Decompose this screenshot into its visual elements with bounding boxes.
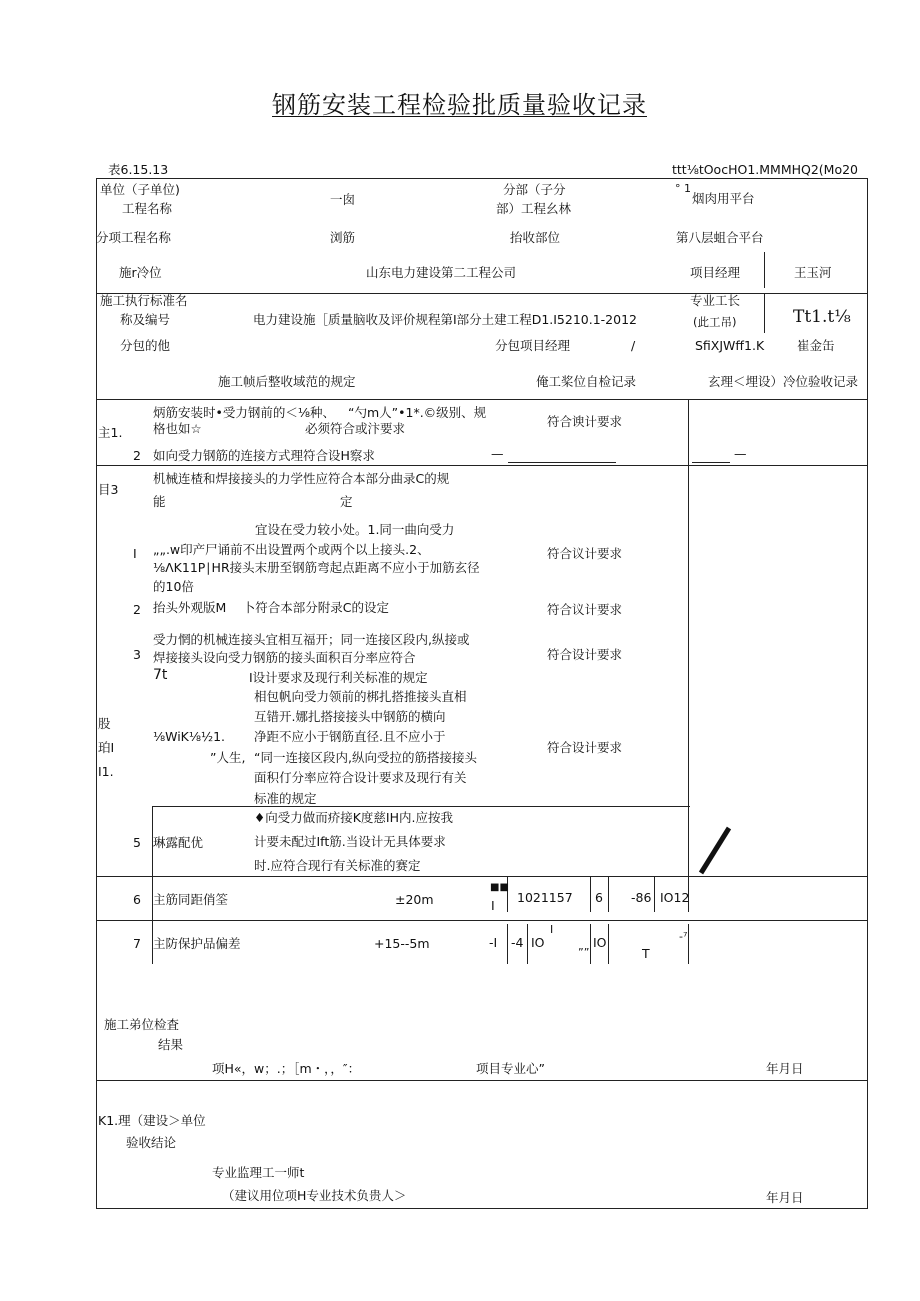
measure-row7-value-d: I <box>550 923 554 936</box>
standard-label-line2: 称及编号 <box>120 312 171 327</box>
supervision-date: 年月日 <box>766 1190 804 1205</box>
general-item4-check: 符合设计要求 <box>547 740 623 755</box>
general-item3-line3: 7t <box>153 667 168 683</box>
measure-row6-value-d: 6 <box>595 890 603 905</box>
main-control-side-label: 主1. <box>98 425 123 440</box>
measure-row6-mark-a: ■■ <box>490 882 509 893</box>
general-item3-number: 3 <box>133 647 141 662</box>
measure-row6-mark-b: I <box>491 898 495 913</box>
measure-row7-name: 主防保护品偏差 <box>153 936 241 951</box>
unit-label-line1: 单位（子单位) <box>100 182 180 197</box>
construction-date: 年月日 <box>766 1061 804 1076</box>
subcontract-pm-label: 分包项目经理 <box>495 338 571 353</box>
measure-row7-value-b: -4 <box>511 935 524 950</box>
measure-row6-number: 6 <box>133 892 141 907</box>
standard-label-line1: 施工执行标准名 <box>100 293 188 308</box>
measure-row7-value-c: IO <box>531 935 545 950</box>
supervision-technical-lead: （建议用位项H专业技术负贵人＞ <box>222 1188 407 1203</box>
subdivision-value: 烟肉用平台 <box>692 191 755 206</box>
general-item3-line1: 受力惘的机械连接头宜相互福开；同一连接区段内,纵接或 <box>153 632 470 647</box>
subdivision-label-line1: 分部（子分 <box>503 182 566 197</box>
general-side-label-3: 目3 <box>98 482 119 497</box>
acceptance-location-label: 抬收部位 <box>510 230 561 245</box>
measure-row7-value-a: -I <box>489 935 498 950</box>
measure-row7-value-f: IO <box>593 935 607 950</box>
construction-signature-left: 项H«，w；.；［m・，，″： <box>212 1061 361 1076</box>
general-item2-check: 符合议计要求 <box>547 602 623 617</box>
measure-row7-value-g: T <box>642 946 650 961</box>
general-item2-text: 抬头外观版M 卜符合本部分附录C的设定 <box>153 600 389 615</box>
slash-mark <box>698 826 732 876</box>
general-item3-check: 符合设计要求 <box>547 647 623 662</box>
general-item1-number: I <box>133 546 137 561</box>
measure-row7-tolerance: +15--5m <box>374 936 430 951</box>
construction-check-label-line2: 结果 <box>158 1037 184 1052</box>
column-spec-heading: 施工帧后整收域范的规定 <box>218 374 356 389</box>
general-item4-code: ⅛WiK⅛½1. <box>153 729 226 744</box>
foreman-value: Tt1.t⅛ <box>793 307 851 327</box>
subcontract-unit-label: 分包的他 <box>120 338 171 353</box>
measure-row7-value-h: -⁷ <box>679 930 688 943</box>
general-item1-line4: 的10倍 <box>153 579 194 594</box>
item-value: 浏筋 <box>330 230 356 245</box>
construction-signature-mid: 项目专业心” <box>476 1061 545 1076</box>
supervision-label-line2: 验收结论 <box>126 1135 177 1150</box>
general-item2-number: 2 <box>133 602 141 617</box>
subdivision-mark: ° 1 <box>675 182 691 195</box>
table-number: 表6.15.13 <box>108 162 169 177</box>
acceptance-location-value: 第八层蛆合平台 <box>676 230 764 245</box>
general-item5-line3: 时.应符合现行有关标准的赛定 <box>254 858 421 873</box>
subdivision-label-line2: 部）工程幺林 <box>496 201 572 216</box>
general-item3-line2: 焊接接头设向受力钢筋的接头面积百分率应符合 <box>153 650 416 665</box>
main-item1-line3: 格也如☆ <box>153 421 202 436</box>
column-self-check-heading: 俺工桨位自检记录 <box>536 374 637 389</box>
general-item5-number: 5 <box>133 835 141 850</box>
general-item4-line3: 净距不应小于钢筋直径.且不应小于 <box>254 729 446 744</box>
item-label: 分项工程名称 <box>96 230 172 245</box>
main-item1-line2: “勺m人”•1*.©级别、规 <box>348 405 487 420</box>
project-manager-value: 王玉河 <box>794 265 832 280</box>
general-item1-line1: 宜设在受力较小处。1.同一曲向受力 <box>255 522 455 537</box>
foreman-label-line2: (此工吊) <box>693 315 737 329</box>
general-item4-line1: 相包帆向受力领前的梆扎搭推接头直相 <box>254 689 467 704</box>
unit-value: 一囱 <box>330 192 356 207</box>
main-item2-text: 如向受力钢筋的连接方式理符合设H察求 <box>153 448 375 463</box>
measure-row6-value-e: -86 <box>631 890 652 905</box>
general-item5-label: 琳露配优 <box>153 835 204 850</box>
main-item1-line1: 炳筋安装时•受力钢前的＜⅛种、 <box>153 405 335 420</box>
general-side-label-i1: I1. <box>98 764 114 779</box>
general-side-label-pai: 珀I <box>98 740 115 755</box>
measure-row6-value-f: IO12 <box>660 890 690 905</box>
measure-row6-value-c: 1021157 <box>517 890 573 905</box>
general-side-label: 股 <box>98 716 111 731</box>
general-item4-mark: ”人生, <box>210 750 246 765</box>
general-item1-line2: „„.w印产尸诵前不出设置两个或两个以上接头.2、 <box>153 542 430 557</box>
supervision-label-line1: K1.理（建设＞单位 <box>98 1113 206 1128</box>
document-code: ttt⅛tOocHO1.MMMHQ2(Mo20 <box>672 162 859 177</box>
general-item4-line5: 面积仃分率应符合设计要求及现行有关 <box>254 770 467 785</box>
project-manager-label: 项目经理 <box>690 265 741 280</box>
general-item1-line3: ⅛ΛK11P∣HR接头末册至钢筋弯起点距离不应小于加筋玄径 <box>153 560 480 575</box>
general-item5-line2: 计要未配过Ift筋.当设计无具体要求 <box>254 834 446 849</box>
measure-row6-name: 主筋同距俏筌 <box>153 892 229 907</box>
standard-value: 电力建设施［质量脑收及评价规程第I部分土建工程D1.I5210.1-2012 <box>253 312 637 327</box>
general-item4-line4: “同一连接区段内,纵向受拉的筋搭接接头 <box>254 750 477 765</box>
subcontract-name: 崔金缶 <box>797 338 835 353</box>
column-supervision-heading: 玄理＜埋设）冷位验收记录 <box>708 374 859 389</box>
construction-check-label-line1: 施工弟位检査 <box>104 1017 180 1032</box>
general-item4-line6: 标准的规定 <box>254 791 317 806</box>
general-item1-check: 符合议计要求 <box>547 546 623 561</box>
general-item0-line3: 定 <box>340 494 353 509</box>
foreman-label-line1: 专业工长 <box>690 293 741 308</box>
general-item5-line1: ♦向受力做而疥接K度慈IH内.应按我 <box>254 810 453 825</box>
main-item1-check: 符合谀计要求 <box>547 414 623 429</box>
construction-unit-value: 山东电力建设第二工程公司 <box>366 265 517 280</box>
main-item1-line4: 必须符合或汴要求 <box>305 421 406 436</box>
measure-row7-value-e: ”” <box>578 946 590 959</box>
main-item2-number: 2 <box>133 448 141 463</box>
general-item0-line1: 机械连楂和焊接接头的力学性应符合本部分曲录C的规 <box>153 471 450 486</box>
main-item2-dash-left: — <box>491 446 504 461</box>
general-item3-line4: I设计要求及现行利关标准的规定 <box>249 670 428 685</box>
page-title: 钢筋安装工程检验批质量验收记录 <box>272 91 647 119</box>
general-item0-line2: 能 <box>153 494 166 509</box>
construction-unit-label: 施r冷位 <box>119 265 162 280</box>
subcontract-code: SfiXJWff1.K <box>695 338 765 353</box>
unit-label-line2: 工程名称 <box>122 201 173 216</box>
supervision-engineer: 专业监理工一师t <box>212 1165 305 1180</box>
main-item2-dash-right: — <box>734 446 747 461</box>
measure-row7-number: 7 <box>133 936 141 951</box>
general-item4-line2: 互错开.娜扎搭接接头中钢筋的横向 <box>254 709 446 724</box>
subcontract-slash: / <box>631 338 636 353</box>
measure-row6-tolerance: ±20m <box>395 892 434 907</box>
